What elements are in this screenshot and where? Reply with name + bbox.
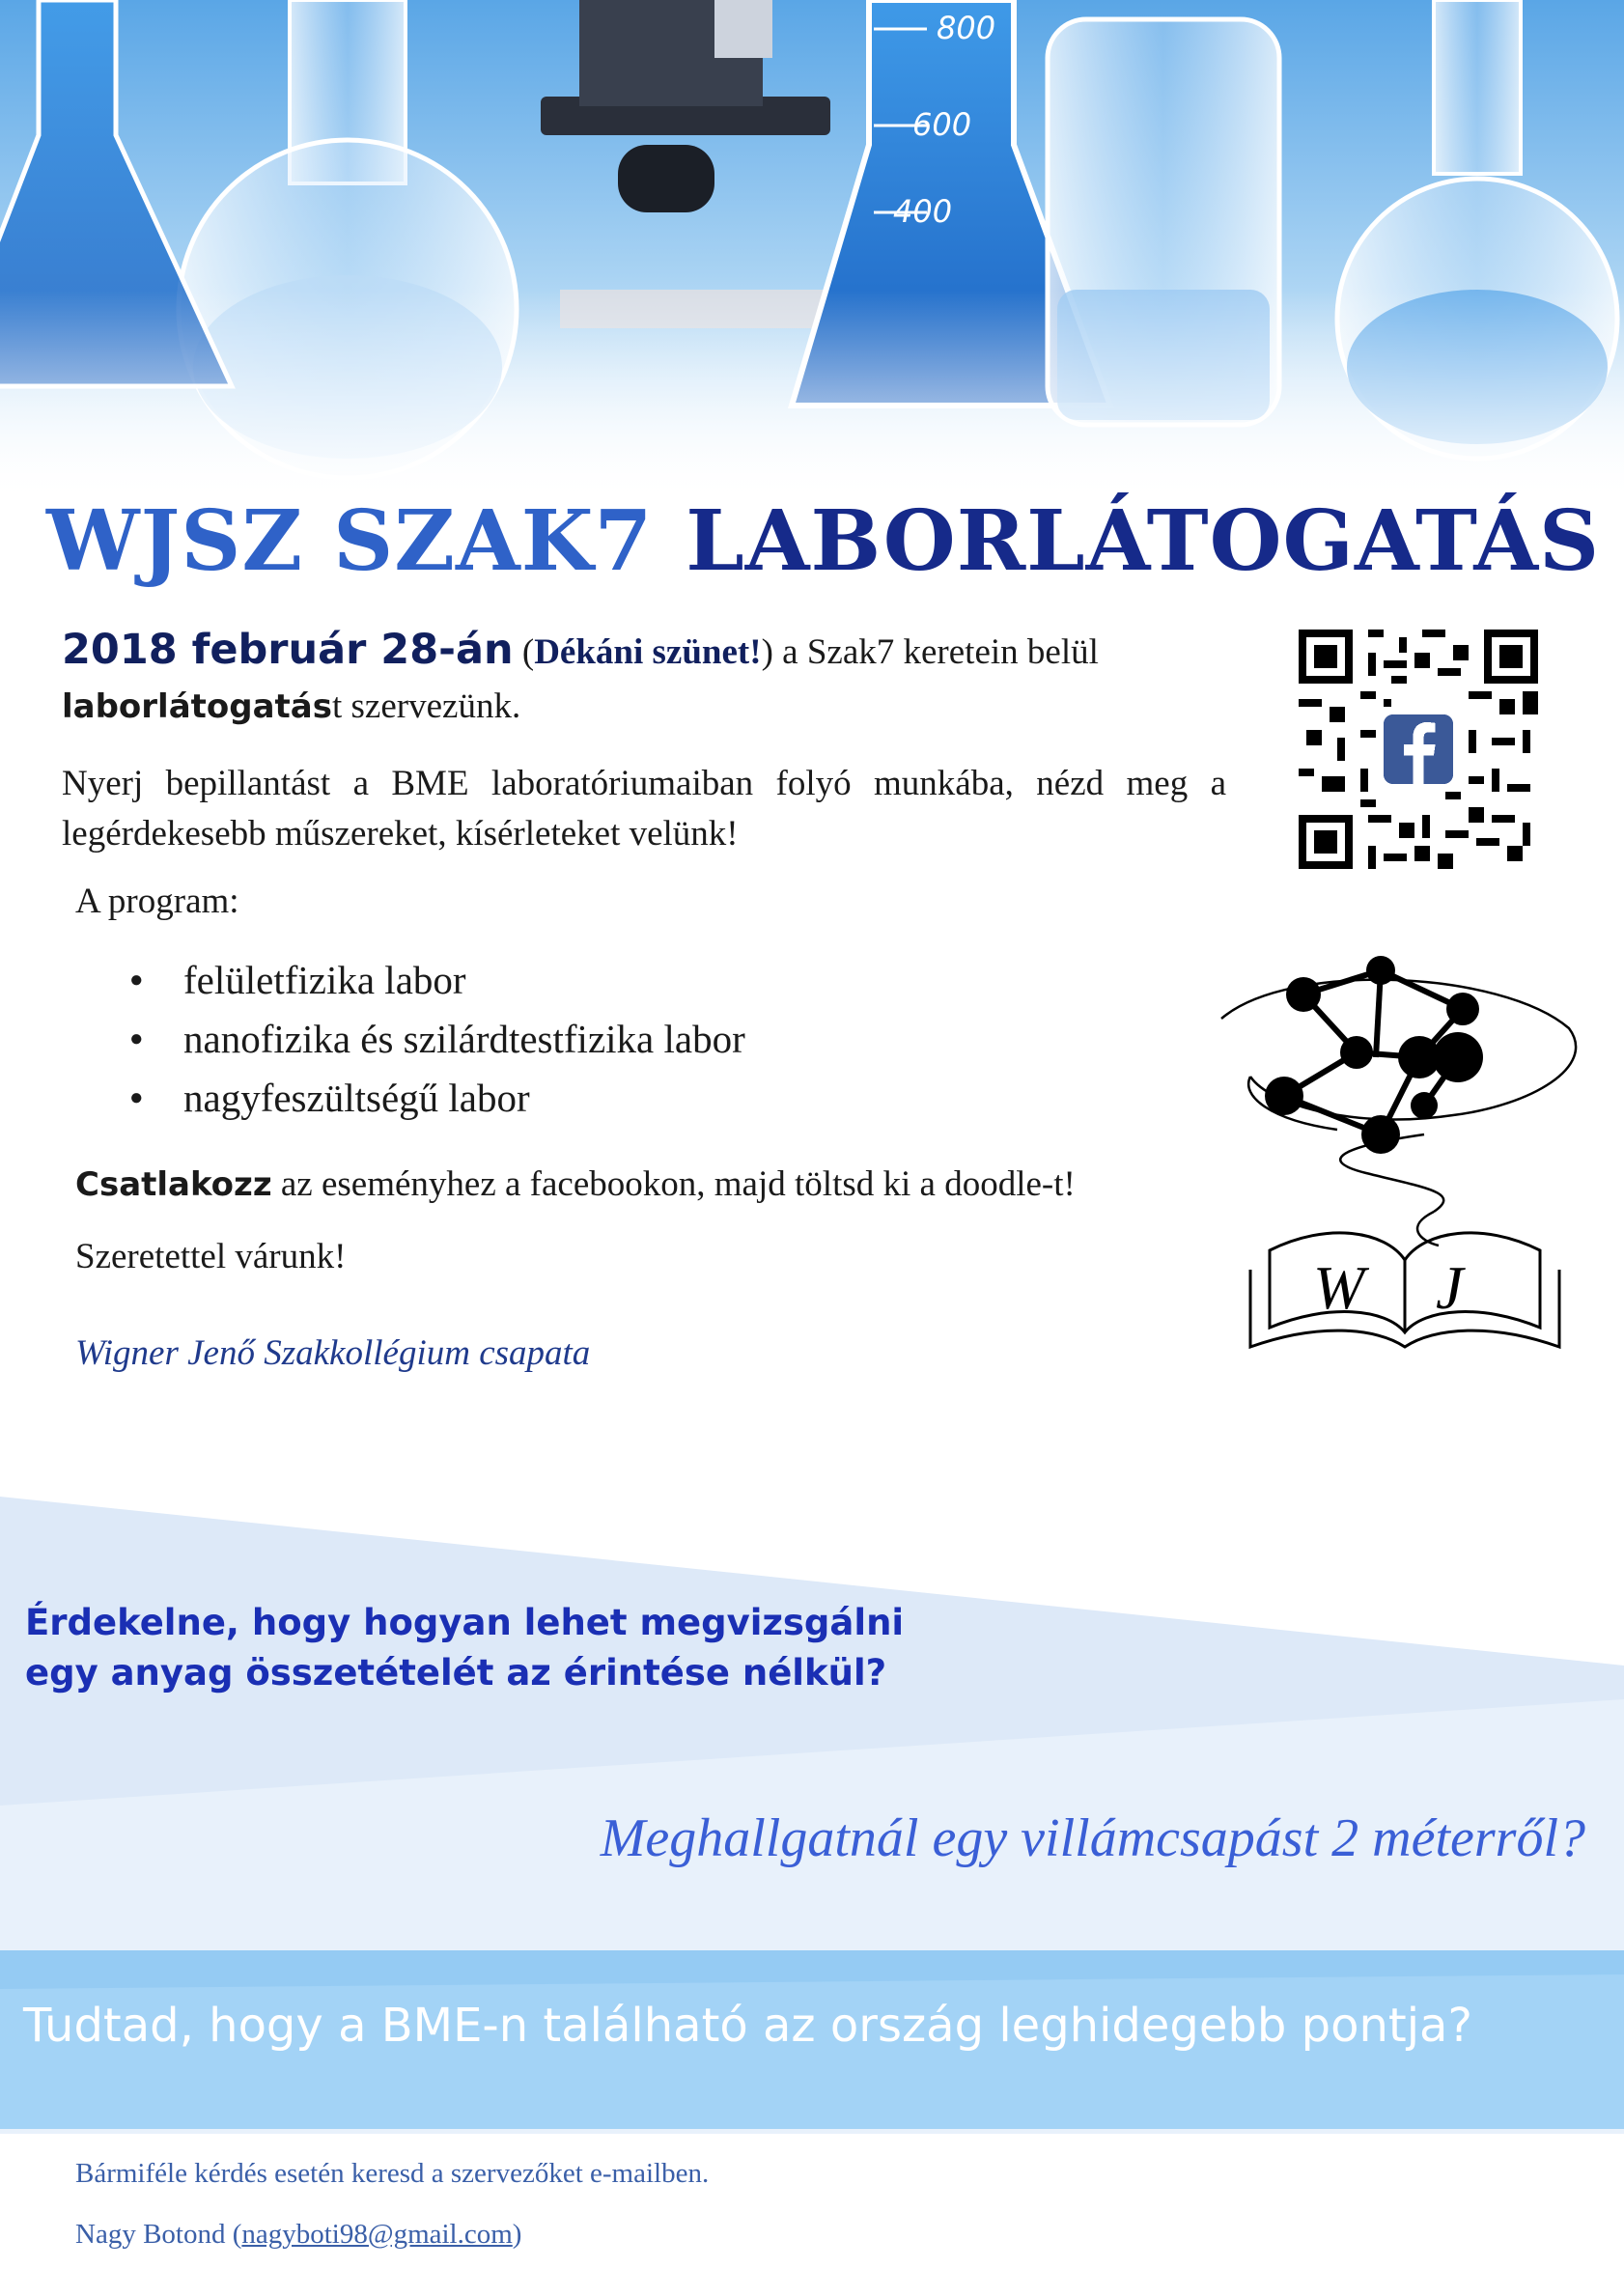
join-paragraph xyxy=(75,1163,1076,1205)
hero-lab-glassware-image xyxy=(0,0,1624,502)
intro-paragraph xyxy=(62,623,1226,734)
intro-line2-rest: t szervezünk. xyxy=(332,686,521,726)
join-bold: Csatlakozz xyxy=(75,1165,272,1204)
beaker-mark-800: 800 xyxy=(937,10,996,46)
paren-open: ( xyxy=(521,632,535,672)
qr-code-icon[interactable] xyxy=(1299,630,1538,869)
question-3: Tudtad, hogy a BME-n található az ország leghidegebb pontja? xyxy=(23,1999,1472,2053)
footer-contact-text: Bármiféle kérdés esetén keresd a szervezőket e-mailben. xyxy=(75,2158,710,2189)
list-item: ● felületfizika labor xyxy=(126,951,745,1010)
laborlatogatas-bold: laborlátogatás xyxy=(62,687,332,726)
logo-letter-j: J xyxy=(1436,1253,1464,1322)
question-1-line2: egy anyag összetételét az érintése nélkül? xyxy=(25,1652,887,1694)
intro-line1-rest: a Szak7 keretein belül xyxy=(772,632,1099,672)
title-laborlatogatas: LABORLÁTOGATÁS xyxy=(686,492,1601,590)
organizer-close: ) xyxy=(512,2219,522,2250)
footer-organizer xyxy=(75,2219,521,2251)
question-2: Meghallgatnál egy villámcsapást 2 méterről? xyxy=(600,1808,1585,1868)
event-date: 2018 február 28-án xyxy=(62,626,514,674)
beaker-mark-600: 600 xyxy=(912,106,972,143)
question-1-line1: Érdekelne, hogy hogyan lehet megvizsgálni xyxy=(25,1602,905,1643)
welcome-text: Szeretettel várunk! xyxy=(75,1237,347,1276)
list-item: ● nagyfeszültségű labor xyxy=(126,1069,745,1128)
title-wjsz-szak7: WJSZ SZAK7 xyxy=(46,492,654,590)
wj-atom-book-logo xyxy=(1212,951,1598,1357)
signature: Wigner Jenő Szakkollégium csapata xyxy=(75,1333,591,1373)
program-list xyxy=(126,951,745,1128)
dekani-szunet: Dékáni szünet! xyxy=(534,632,762,672)
intro-description: Nyerj bepillantást a BME laboratóriumaiban folyó munkába, nézd meg a legérdekesebb műszereket, kísérleteket velünk! xyxy=(62,764,1226,854)
join-rest: az eseményhez a facebookon, majd töltsd ki a doodle-t! xyxy=(271,1164,1076,1204)
page-title xyxy=(46,492,1600,590)
email-link[interactable]: nagyboti98@gmail.com xyxy=(241,2219,513,2250)
beaker-mark-400: 400 xyxy=(893,193,953,230)
organizer-name: Nagy Botond ( xyxy=(75,2219,242,2250)
logo-letter-w: W xyxy=(1313,1253,1365,1322)
list-item: ● nanofizika és szilárdtestfizika labor xyxy=(126,1010,745,1069)
facebook-icon xyxy=(1384,714,1453,784)
program-label: A program: xyxy=(75,882,239,921)
paren-close: ) xyxy=(761,632,773,672)
question-1 xyxy=(25,1598,904,1698)
